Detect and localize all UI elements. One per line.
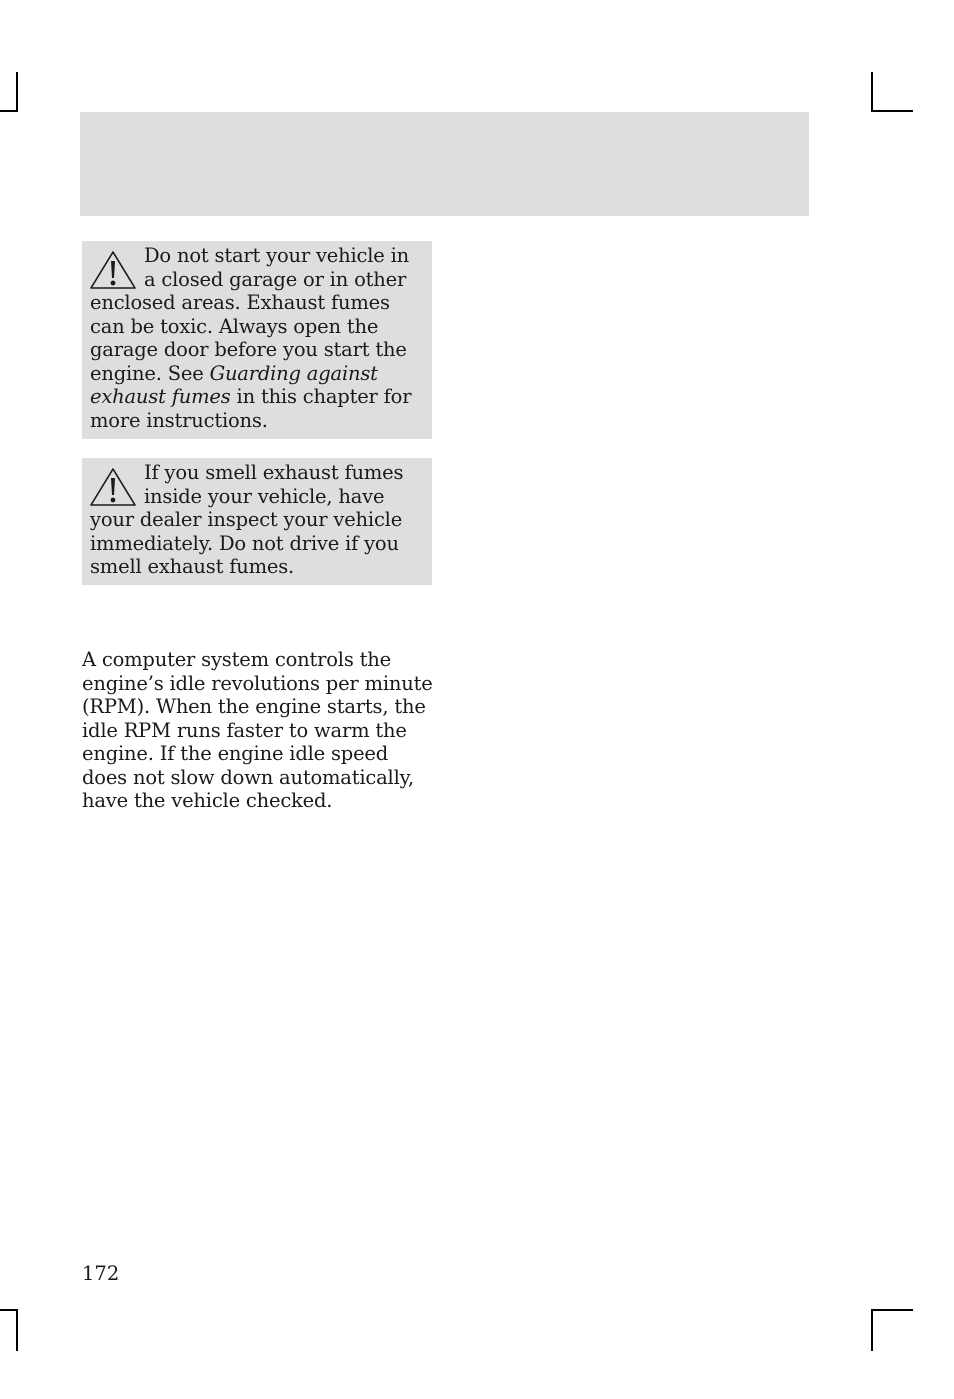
crop-mark-bottom-right-horizontal <box>871 1309 913 1311</box>
warning-box-garage <box>82 241 432 439</box>
section-header-band <box>80 112 809 216</box>
warning-text-garage-end: in this chapter for more instructions. <box>90 385 412 432</box>
warning-text-garage-start: Do not start your vehicle in a closed garage or in other enclosed areas. Exhaust fumes can be toxic. Always open the garage door before you start the engine. See <box>90 244 410 385</box>
warning-box-exhaust-smell <box>82 458 432 585</box>
warning-triangle-icon <box>88 466 138 508</box>
crop-mark-top-left-horizontal <box>0 110 18 112</box>
page-number: 172 <box>82 1262 120 1285</box>
warning-text-garage <box>90 244 424 432</box>
crop-mark-top-right-horizontal <box>871 110 913 112</box>
warning-triangle-icon <box>88 249 138 291</box>
crop-mark-bottom-left-horizontal <box>0 1309 18 1311</box>
cross-reference-guarding-against-exhaust-fumes: Guarding against exhaust fumes <box>90 361 378 408</box>
crop-mark-bottom-right-vertical <box>871 1309 873 1351</box>
crop-mark-bottom-left-vertical <box>16 1309 18 1351</box>
crop-mark-top-left-vertical <box>16 72 18 112</box>
warning-text-exhaust-smell: If you smell exhaust fumes inside your vehicle, have your dealer inspect your vehicle immediately. Do not drive if you smell exhaust fumes. <box>90 461 404 578</box>
idle-rpm-paragraph: A computer system controls the engine’s idle revolutions per minute (RPM). When the engine starts, the idle RPM runs faster to warm the engine. If the engine idle speed does not slow down automatically, have the vehicle checked. <box>82 648 433 812</box>
crop-mark-top-right-vertical <box>871 72 873 112</box>
